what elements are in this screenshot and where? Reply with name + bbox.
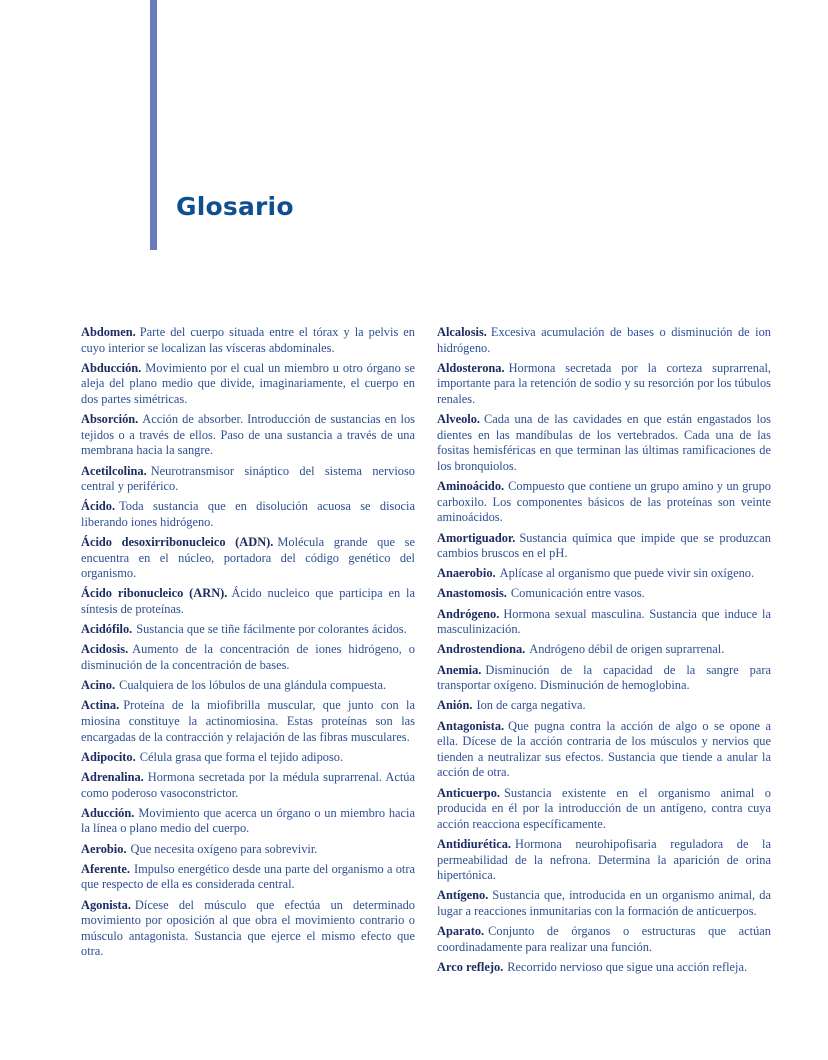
- glossary-definition: Molécula grande que se encuentra en el núcleo, portadora del código genético del organismo.: [81, 535, 415, 581]
- glossary-entry: [81, 698, 415, 745]
- glossary-term: Adipocito.: [81, 749, 136, 764]
- glossary-entry: [437, 479, 771, 526]
- glossary-definition: Sustancia que, introducida en un organismo animal, da lugar a reacciones inmunitarias con la formación de anticuerpos.: [437, 888, 771, 918]
- glossary-definition: Toda sustancia que en disolución acuosa se disocia liberando iones hidrógeno.: [81, 499, 415, 529]
- glossary-term: Acidófilo.: [81, 622, 133, 637]
- glossary-term: Absorción.: [81, 412, 139, 427]
- glossary-entry: [81, 535, 415, 582]
- glossary-term: Androstendiona.: [437, 642, 526, 657]
- glossary-definition: Comunicación entre vasos.: [510, 586, 645, 601]
- glossary-entry: [437, 960, 771, 976]
- glossary-term: Aldosterona.: [437, 360, 505, 375]
- glossary-definition: Neurotransmisor sináptico del sistema nervioso central y periférico.: [81, 463, 415, 494]
- glossary-entry: [437, 888, 771, 919]
- glossary-term: Anastomosis.: [437, 586, 507, 601]
- glossary-definition: Hormona secretada por la corteza suprarrenal, importante para la retención de sodio y su resorción por los túbulos renales.: [437, 360, 771, 406]
- glossary-right-column: [437, 325, 771, 980]
- glossary-term: Anemia.: [437, 662, 482, 677]
- glossary-definition: Hormona neurohipofisaria reguladora de la permeabilidad de la nefrona. Determina la aparición de orina hipertónica.: [437, 836, 771, 883]
- glossary-term: Amortiguador.: [437, 530, 516, 545]
- glossary-term: Alveolo.: [437, 412, 481, 427]
- glossary-entry: [81, 642, 415, 673]
- glossary-definition: Parte del cuerpo situada entre el tórax y la pelvis en cuyo interior se localizan las vísceras abdominales.: [81, 325, 415, 355]
- glossary-term: Antígeno.: [437, 888, 489, 903]
- glossary-entry: [437, 924, 771, 955]
- glossary-definition: Sustancia química que impide que se produzcan cambios bruscos en el pH.: [437, 530, 771, 561]
- glossary-entry: [437, 837, 771, 884]
- glossary-entry: [437, 531, 771, 562]
- glossary-definition: Movimiento por el cual un miembro u otro órgano se aleja del plano medio que divide, imaginariamente, el cuerpo en dos partes simétricas.: [81, 360, 415, 406]
- glossary-entry: [81, 806, 415, 837]
- glossary-term: Actina.: [81, 698, 120, 713]
- glossary-entry: [81, 622, 415, 638]
- glossary-entry: [81, 499, 415, 530]
- glossary-term: Anaerobio.: [437, 566, 496, 581]
- glossary-definition: Célula grasa que forma el tejido adiposo.: [139, 749, 344, 764]
- glossary-term: Antidiurética.: [437, 836, 511, 851]
- glossary-entry: [437, 719, 771, 781]
- glossary-entry: [81, 678, 415, 694]
- glossary-entry: [81, 464, 415, 495]
- glossary-entry: [437, 607, 771, 638]
- glossary-term: Agonista.: [81, 897, 131, 912]
- glossary-definition: Conjunto de órganos o estructuras que actúan coordinadamente para realizar una función.: [437, 924, 771, 954]
- glossary-definition: Excesiva acumulación de bases o disminución de ion hidrógeno.: [437, 325, 771, 355]
- glossary-definition: Sustancia que se tiñe fácilmente por colorantes ácidos.: [136, 622, 407, 637]
- glossary-entry: [81, 862, 415, 893]
- glossary-definition: Proteína de la miofibrilla muscular, que junto con la miosina constituye la actinomiosina. Estas proteínas son las encargadas de la contracción y relajación de las fibras musculares.: [81, 698, 415, 744]
- glossary-entry: [437, 586, 771, 602]
- glossary-term: Aferente.: [81, 861, 130, 876]
- accent-bar: [150, 0, 157, 250]
- glossary-entry: [437, 361, 771, 408]
- glossary-term: Acidosis.: [81, 642, 129, 657]
- glossary-definition: Hormona secretada por la médula suprarrenal. Actúa como poderoso vasoconstrictor.: [81, 769, 415, 800]
- glossary-entry: [437, 412, 771, 474]
- glossary-entry: [81, 325, 415, 356]
- glossary-definition: Sustancia existente en el organismo animal o producida en él por la introducción de un antígeno, contra cuya acción reacciona específicamente.: [437, 785, 771, 831]
- glossary-left-column: [81, 325, 415, 964]
- glossary-entry: [81, 898, 415, 960]
- glossary-definition: Cada una de las cavidades en que están engastados los dientes en las mandíbulas de los vertebrados. Cada una de las fositas hemisféricas en que terminan las últimas ramificaciones de los bronquiolos.: [437, 412, 771, 473]
- glossary-definition: Aplícase al organismo que puede vivir sin oxígeno.: [499, 566, 755, 581]
- glossary-term: Aminoácido.: [437, 479, 505, 494]
- glossary-definition: Disminución de la capacidad de la sangre para transportar oxígeno. Disminución de hemoglobina.: [437, 662, 771, 693]
- page-title: Glosario: [176, 192, 294, 221]
- glossary-entry: [437, 698, 771, 714]
- glossary-definition: Dícese del músculo que efectúa un determinado movimiento por oposición al que obra el movimiento contrario o músculo antagonista. Sustancia que ejerce el mismo efecto que otra.: [81, 897, 415, 959]
- glossary-term: Ácido desoxirribonucleico (ADN).: [81, 535, 274, 550]
- glossary-definition: Movimiento que acerca un órgano o un miembro hacia la línea o plano medio del cuerpo.: [81, 805, 415, 836]
- glossary-term: Alcalosis.: [437, 325, 487, 339]
- glossary-term: Antagonista.: [437, 718, 505, 733]
- glossary-definition: Acción de absorber. Introducción de sustancias en los tejidos o a través de ellos. Paso de una sustancia a través de una membrana hacia la sangre.: [81, 412, 415, 458]
- glossary-definition: Que necesita oxígeno para sobrevivir.: [130, 841, 318, 856]
- glossary-definition: Recorrido nervioso que sigue una acción refleja.: [507, 959, 748, 974]
- glossary-term: Ácido.: [81, 499, 116, 514]
- glossary-term: Abdomen.: [81, 325, 136, 339]
- glossary-entry: [437, 663, 771, 694]
- glossary-term: Acino.: [81, 678, 116, 693]
- glossary-entry: [81, 361, 415, 408]
- glossary-entry: [81, 750, 415, 766]
- glossary-definition: Impulso energético desde una parte del organismo a otra que respecto de ella es considerada central.: [81, 861, 415, 892]
- glossary-term: Aerobio.: [81, 841, 127, 856]
- glossary-entry: [437, 566, 771, 582]
- glossary-entry: [81, 586, 415, 617]
- glossary-entry: [81, 770, 415, 801]
- glossary-term: Arco reflejo.: [437, 959, 504, 974]
- glossary-term: Abducción.: [81, 360, 142, 375]
- glossary-definition: Ion de carga negativa.: [476, 698, 586, 713]
- glossary-definition: Ácido nucleico que participa en la síntesis de proteínas.: [81, 586, 416, 617]
- glossary-definition: Compuesto que contiene un grupo amino y un grupo carboxilo. Los componentes básicos de las proteínas son veinte aminoácidos.: [437, 479, 771, 525]
- glossary-term: Adrenalina.: [81, 769, 144, 784]
- glossary-term: Anticuerpo.: [437, 785, 500, 800]
- glossary-entry: [437, 786, 771, 833]
- glossary-entry: [437, 325, 771, 356]
- glossary-entry: [81, 842, 415, 858]
- glossary-term: Aparato.: [437, 924, 485, 939]
- glossary-term: Anión.: [437, 698, 473, 713]
- glossary-definition: Andrógeno débil de origen suprarrenal.: [529, 642, 725, 657]
- glossary-entry: [437, 642, 771, 658]
- glossary-definition: Que pugna contra la acción de algo o se opone a ella. Dícese de la acción contraria de los músculos y nervios que tienden a neutralizar sus efectos. Sustancia que tiende a anular la acción de otra.: [437, 718, 771, 780]
- glossary-term: Acetilcolina.: [81, 463, 147, 478]
- glossary-term: Ácido ribonucleico (ARN).: [81, 586, 228, 601]
- glossary-definition: Aumento de la concentración de iones hidrógeno, o disminución de la concentración de bases.: [81, 642, 415, 673]
- glossary-definition: Hormona sexual masculina. Sustancia que induce la masculinización.: [437, 606, 771, 637]
- glossary-definition: Cualquiera de los lóbulos de una glándula compuesta.: [119, 678, 387, 693]
- glossary-entry: [81, 412, 415, 459]
- glossary-term: Aducción.: [81, 805, 135, 820]
- glossary-term: Andrógeno.: [437, 606, 500, 621]
